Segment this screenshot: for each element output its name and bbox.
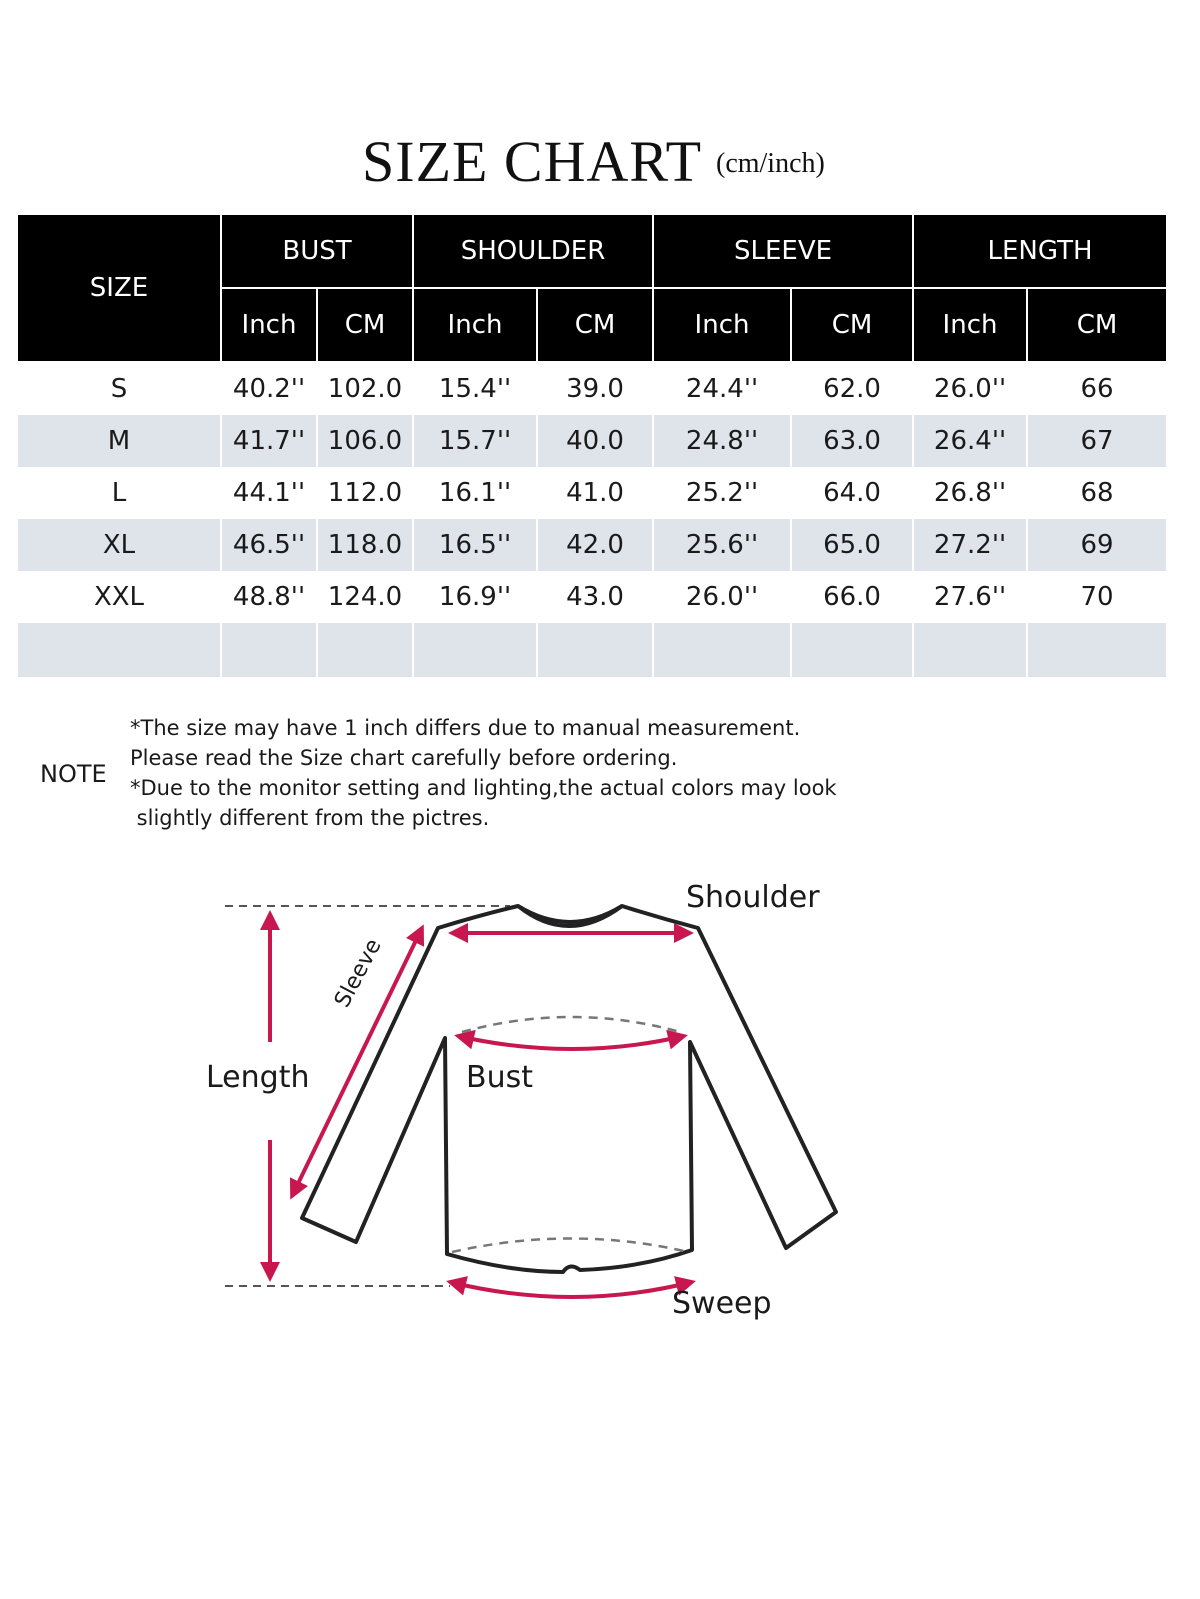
table-row xyxy=(17,467,1167,519)
table-row xyxy=(17,362,1167,415)
table-cell: 26.0'' xyxy=(653,571,791,623)
note-line: Please read the Size chart carefully before ordering. xyxy=(130,746,678,770)
table-row xyxy=(17,519,1167,571)
units-label: (cm/inch) xyxy=(716,148,825,179)
sleeve-header: SLEEVE xyxy=(653,214,913,288)
sleeve-label: Sleeve xyxy=(330,934,387,1012)
table-cell: 106.0 xyxy=(317,415,413,467)
table-cell: 26.4'' xyxy=(913,415,1027,467)
table-cell: 67 xyxy=(1027,415,1167,467)
table-cell: 66 xyxy=(1027,362,1167,415)
table-cell: 118.0 xyxy=(317,519,413,571)
table-cell: 48.8'' xyxy=(221,571,317,623)
table-cell: 70 xyxy=(1027,571,1167,623)
unit-header: Inch xyxy=(913,288,1027,362)
size-cell: M xyxy=(17,415,221,467)
table-cell: 46.5'' xyxy=(221,519,317,571)
unit-header: Inch xyxy=(221,288,317,362)
size-cell: XL xyxy=(17,519,221,571)
size-cell: S xyxy=(17,362,221,415)
shoulder-label: Shoulder xyxy=(686,880,820,915)
garment-illustration xyxy=(0,850,1200,1370)
shirt-outline xyxy=(302,906,836,1272)
table-row xyxy=(17,571,1167,623)
bust-label: Bust xyxy=(466,1060,533,1095)
note-line: slightly different from the pictres. xyxy=(130,806,490,830)
table-cell: 42.0 xyxy=(537,519,653,571)
unit-header: CM xyxy=(537,288,653,362)
unit-header: CM xyxy=(1027,288,1167,362)
bust-arrow xyxy=(458,1036,684,1049)
table-cell: 24.8'' xyxy=(653,415,791,467)
table-cell: 41.7'' xyxy=(221,415,317,467)
table-row-empty xyxy=(17,623,1167,677)
table-cell: 63.0 xyxy=(791,415,913,467)
table-cell: 62.0 xyxy=(791,362,913,415)
table-cell: 40.0 xyxy=(537,415,653,467)
length-label: Length xyxy=(206,1060,310,1095)
shoulder-header: SHOULDER xyxy=(413,214,653,288)
table-cell: 16.1'' xyxy=(413,467,537,519)
table-cell: 26.0'' xyxy=(913,362,1027,415)
unit-header: Inch xyxy=(653,288,791,362)
sweep-guide xyxy=(452,1239,688,1253)
table-cell: 16.9'' xyxy=(413,571,537,623)
table-cell: 40.2'' xyxy=(221,362,317,415)
table-cell: 25.6'' xyxy=(653,519,791,571)
measurement-diagram xyxy=(0,850,1200,1370)
note-line: *The size may have 1 inch differs due to manual measurement. xyxy=(130,716,801,740)
table-cell: 41.0 xyxy=(537,467,653,519)
table-cell: 65.0 xyxy=(791,519,913,571)
table-cell: 124.0 xyxy=(317,571,413,623)
table-header-groups xyxy=(17,214,1167,288)
table-cell: 26.8'' xyxy=(913,467,1027,519)
sweep-arrow xyxy=(450,1282,692,1297)
page-title: SIZE CHART xyxy=(362,129,703,194)
unit-header: CM xyxy=(317,288,413,362)
table-cell: 16.5'' xyxy=(413,519,537,571)
table-cell: 15.4'' xyxy=(413,362,537,415)
table-cell: 102.0 xyxy=(317,362,413,415)
table-cell: 112.0 xyxy=(317,467,413,519)
table-cell: 43.0 xyxy=(537,571,653,623)
table-cell: 69 xyxy=(1027,519,1167,571)
size-header: SIZE xyxy=(17,214,221,362)
table-cell: 15.7'' xyxy=(413,415,537,467)
length-header: LENGTH xyxy=(913,214,1167,288)
table-row xyxy=(17,415,1167,467)
size-cell: XXL xyxy=(17,571,221,623)
unit-header: CM xyxy=(791,288,913,362)
table-cell: 64.0 xyxy=(791,467,913,519)
table-cell: 27.2'' xyxy=(913,519,1027,571)
table-cell: 66.0 xyxy=(791,571,913,623)
table-cell: 25.2'' xyxy=(653,467,791,519)
unit-header: Inch xyxy=(413,288,537,362)
bust-header: BUST xyxy=(221,214,413,288)
table-cell: 68 xyxy=(1027,467,1167,519)
table-cell: 39.0 xyxy=(537,362,653,415)
size-cell: L xyxy=(17,467,221,519)
note-text xyxy=(130,713,837,833)
sweep-label: Sweep xyxy=(672,1286,772,1321)
size-table xyxy=(16,213,1168,677)
table-cell: 44.1'' xyxy=(221,467,317,519)
note-line: *Due to the monitor setting and lighting,the actual colors may look xyxy=(130,776,837,800)
note-label: NOTE xyxy=(40,760,107,788)
table-cell: 24.4'' xyxy=(653,362,791,415)
table-cell: 27.6'' xyxy=(913,571,1027,623)
title-row xyxy=(0,120,1200,200)
bust-guide xyxy=(462,1017,680,1032)
